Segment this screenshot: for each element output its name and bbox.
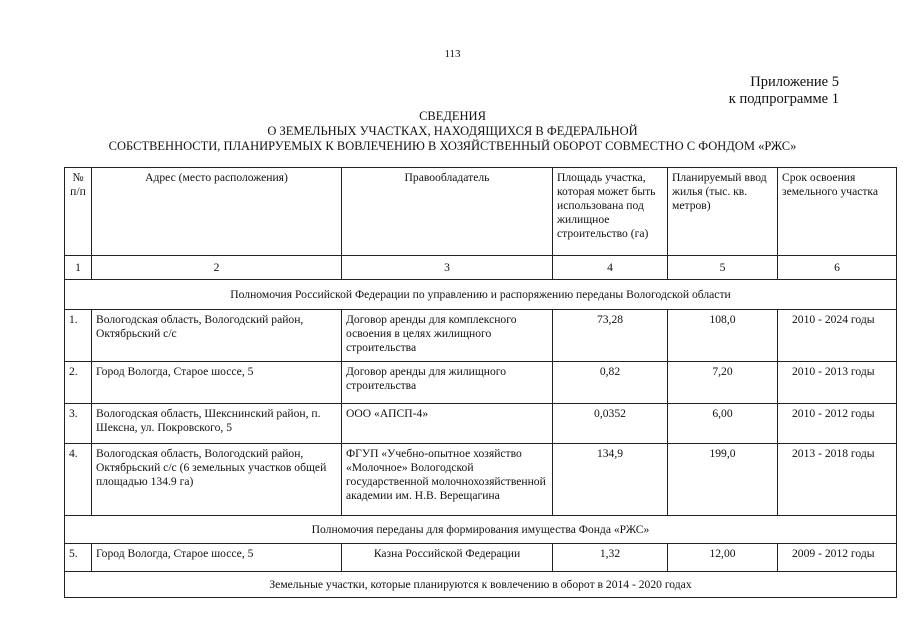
section-title: Полномочия переданы для формирования имущества Фонда «РЖС»: [65, 516, 897, 544]
table-header-row: [65, 168, 897, 256]
cell-address: Вологодская область, Вологодский район, Октябрьский с/с: [92, 310, 342, 362]
section-row: [65, 280, 897, 310]
appendix-line-2: к подпрограмме 1: [728, 91, 839, 107]
header-owner: Правообладатель: [342, 168, 553, 256]
cell-address: Вологодская область, Шекснинский район, п. Шексна, ул. Покровского, 5: [92, 404, 342, 444]
heading-line-2: О ЗЕМЕЛЬНЫХ УЧАСТКАХ, НАХОДЯЩИХСЯ В ФЕДЕРАЛЬНОЙ: [267, 124, 638, 138]
cell-area: 0,0352: [553, 404, 668, 444]
cell-owner: Казна Российской Федерации: [342, 544, 553, 572]
table-row: [65, 310, 897, 362]
table-row: [65, 444, 897, 516]
cell-address: Город Вологда, Старое шоссе, 5: [92, 544, 342, 572]
cell-no: 3.: [65, 404, 92, 444]
section-title: Земельные участки, которые планируются к вовлечению в оборот в 2014 - 2020 годах: [65, 572, 897, 598]
cell-address: Город Вологда, Старое шоссе, 5: [92, 362, 342, 404]
col-number: 1: [65, 256, 92, 280]
cell-area: 1,32: [553, 544, 668, 572]
cell-address: Вологодская область, Вологодский район, Октябрьский с/с (6 земельных участков общей площадью 134.9 га): [92, 444, 342, 516]
land-plots-table: [64, 167, 897, 598]
col-number: 5: [668, 256, 778, 280]
page-number: 113: [444, 48, 461, 60]
cell-owner: Договор аренды для жилищного строительства: [342, 362, 553, 404]
section-row: [65, 572, 897, 598]
cell-no: 1.: [65, 310, 92, 362]
section-title: Полномочия Российской Федерации по управлению и распоряжению переданы Вологодской области: [65, 280, 897, 310]
table-row: [65, 362, 897, 404]
cell-owner: ФГУП «Учебно-опытное хозяйство «Молочное» Вологодской государственной молочнохозяйственной академии им. Н.В. Верещагина: [342, 444, 553, 516]
header-term: Срок освоения земельного участка: [778, 168, 897, 256]
cell-owner: Договор аренды для комплексного освоения в целях жилищного строительства: [342, 310, 553, 362]
cell-no: 2.: [65, 362, 92, 404]
col-number: 2: [92, 256, 342, 280]
cell-term: 2010 - 2024 годы: [778, 310, 897, 362]
document-heading: [0, 109, 905, 154]
column-number-row: [65, 256, 897, 280]
cell-housing: 6,00: [668, 404, 778, 444]
section-row: [65, 516, 897, 544]
cell-term: 2009 - 2012 годы: [778, 544, 897, 572]
cell-owner: ООО «АПСП-4»: [342, 404, 553, 444]
cell-housing: 7,20: [668, 362, 778, 404]
table-row: [65, 544, 897, 572]
col-number: 6: [778, 256, 897, 280]
cell-no: 5.: [65, 544, 92, 572]
cell-area: 0,82: [553, 362, 668, 404]
appendix-label: [729, 74, 839, 108]
header-no: № п/п: [65, 168, 92, 256]
cell-term: 2010 - 2012 годы: [778, 404, 897, 444]
header-address: Адрес (место расположения): [92, 168, 342, 256]
cell-term: 2010 - 2013 годы: [778, 362, 897, 404]
heading-line-1: СВЕДЕНИЯ: [419, 109, 486, 123]
cell-no: 4.: [65, 444, 92, 516]
header-area: Площадь участка, которая может быть использована под жилищное строительство (га): [553, 168, 668, 256]
cell-housing: 199,0: [668, 444, 778, 516]
appendix-line-1: Приложение 5: [750, 74, 839, 90]
cell-housing: 12,00: [668, 544, 778, 572]
col-number: 4: [553, 256, 668, 280]
cell-housing: 108,0: [668, 310, 778, 362]
table-row: [65, 404, 897, 444]
heading-line-3: СОБСТВЕННОСТИ, ПЛАНИРУЕМЫХ К ВОВЛЕЧЕНИЮ В ХОЗЯЙСТВЕННЫЙ ОБОРОТ СОВМЕСТНО С ФОНДОМ «РЖС»: [108, 139, 797, 153]
cell-term: 2013 - 2018 годы: [778, 444, 897, 516]
col-number: 3: [342, 256, 553, 280]
cell-area: 134,9: [553, 444, 668, 516]
header-housing: Планируемый ввод жилья (тыс. кв. метров): [668, 168, 778, 256]
cell-area: 73,28: [553, 310, 668, 362]
